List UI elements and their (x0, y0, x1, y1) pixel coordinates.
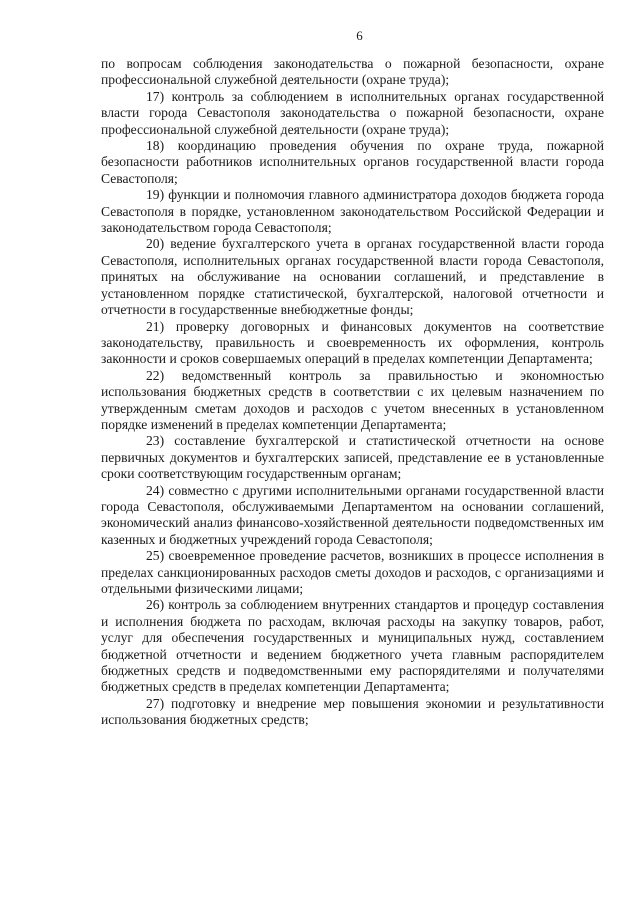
paragraph-item-23: 23) составление бухгалтерской и статистической отчетности на основе первичных документов и бухгалтерских записей, представление ее в установленные сроки соответствующим государственным органам; (101, 433, 604, 482)
paragraph-continuation: по вопросам соблюдения законодательства о пожарной безопасности, охране профессиональной служебной деятельности (охране труда); (101, 56, 604, 88)
paragraph-item-25: 25) своевременное проведение расчетов, возникших в процессе исполнения в пределах санкционированных расходов сметы доходов и расходов, с организациями и отдельными физическими лицами; (101, 548, 604, 596)
paragraph-item-22: 22) ведомственный контроль за правильностью и экономностью использования бюджетных средств в соответствии с их целевым назначением по утвержденным сметам доходов и расходов с учетом внесенных в установленном порядке изменений в пределах компетенции Департамента; (101, 367, 604, 432)
paragraph-item-21: 21) проверку договорных и финансовых документов на соответствие законодательству, правильность и своевременность их оформления, контроль законности и сроков совершаемых операций в пределах компетенции Департамента; (101, 318, 604, 367)
paragraph-item-18: 18) координацию проведения обучения по охране труда, пожарной безопасности работников исполнительных органов государственной власти города Севастополя; (101, 138, 604, 186)
paragraph-item-19: 19) функции и полномочия главного администратора доходов бюджета города Севастополя в порядке, установленном законодательством Российской Федерации и законодательством города Севастополя; (101, 187, 604, 236)
paragraph-item-27: 27) подготовку и внедрение мер повышения экономии и результативности использования бюджетных средств; (101, 695, 604, 728)
page-number: 6 (356, 28, 363, 43)
paragraph-item-17: 17) контроль за соблюдением в исполнительных органах государственной власти города Севастополя законодательства о пожарной безопасности, охране профессиональной служебной деятельности (охране труда); (101, 88, 604, 137)
paragraph-item-24: 24) совместно с другими исполнительными органами государственной власти города Севастополя, обслуживаемыми Департаментом на основании соглашений, экономический анализ финансово-хозяйственной деятельности подведомственных им казенных и бюджетных учреждений города Севастополя; (101, 482, 604, 547)
paragraph-item-20: 20) ведение бухгалтерского учета в органах государственной власти города Севастополя, исполнительных органах государственной власти города Севастополя, принятых на обслуживание на основании соглашений, и представление в установленном порядке статистической, бухгалтерской, налоговой отчетности и отчетности в государственные внебюджетные фонды; (101, 236, 604, 318)
paragraph-item-26: 26) контроль за соблюдением внутренних стандартов и процедур составления и исполнения бюджета по расходам, включая расходы на закупку товаров, работ, услуг для обеспечения государственных и муниципальных нужд, составлением бюджетной отчетности и ведением бюджетного учета главным распорядителем бюджетных средств и подведомственными ему распорядителями и получателями бюджетных средств в пределах компетенции Департамента; (101, 597, 604, 695)
